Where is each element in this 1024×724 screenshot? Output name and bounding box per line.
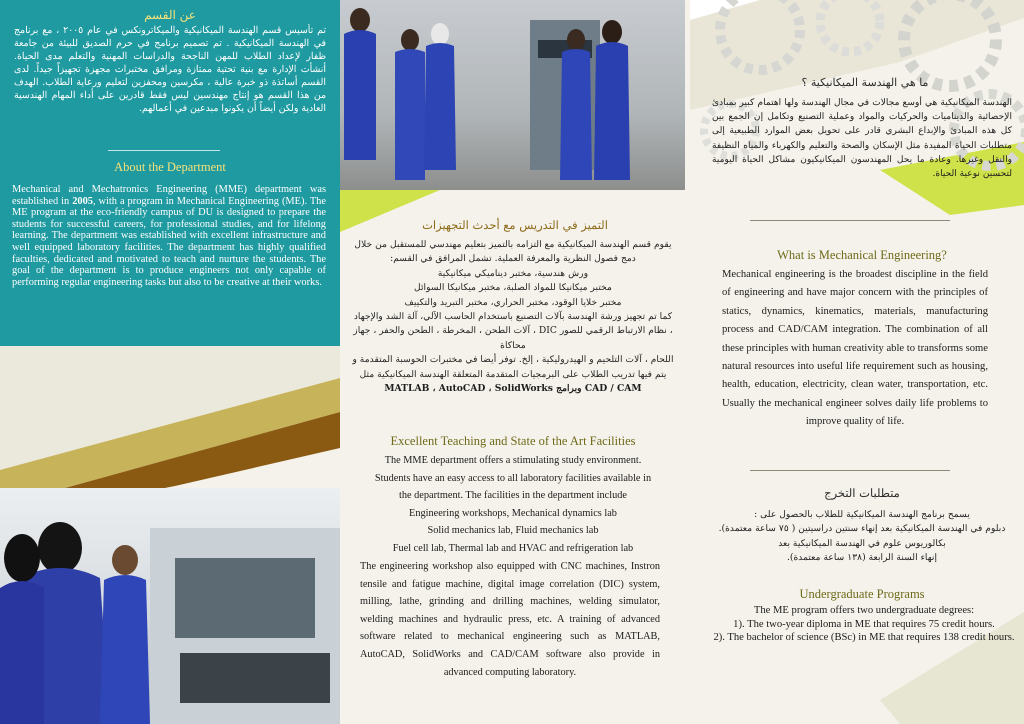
person-body-2 xyxy=(0,581,44,724)
student-head-2 xyxy=(401,29,419,51)
grad-ar-title: متطلبات التخرج xyxy=(824,486,900,500)
teaching-en-line: the department. The facilities in the department include xyxy=(399,490,627,501)
teaching-ar-line: دمج فصول النظرية والمعرفة العملية. تشمل المرافق في القسم: xyxy=(390,253,636,265)
about-ar-title: عن القسم xyxy=(144,8,196,22)
teaching-ar-line: كما تم تجهيز ورشة الهندسة بآلات التصنيع باستخدام الحاسب الآلي، آلة الشد والإجهاد xyxy=(353,311,673,323)
student-body-2 xyxy=(395,49,425,180)
what-ar-body: الهندسة الميكانيكية هي أوسع مجالات في مجال الهندسة ولها اهتمام كبير بمبادئ الإحصائية والديناميات والحركيات والمواد وعملية التصنيع وتكامل إن الجمع بين كل هذه المبادئ والإبداع البشري قادر على تحويل بعض الموارد الطبيعية إلى متطلبات الحياة المفيدة مثل الإسكان والصحة والتعليم والكهرباء والمياه النظيفة والنقل وغيرها. وعادة ما يحل المهندسون الميكانيكيون مشاكل الحياة اليومية لتحسين نوعية الحياة. xyxy=(712,98,1012,180)
what-en-title: What is Mechanical Engineering? xyxy=(777,248,947,262)
teaching-en-intro xyxy=(346,452,680,557)
about-en-text-2: , with a program in Mechanical Engineering (ME). The ME program at the eco-friendly campus of DU is designed to prepare the students for successful careers, for professional studies, and for lifelong learning. The department was established with excellent infrastructure and well equipped laboratory facilities. The department has highly qualified faculties, dedicated and motivated to teach and nurture the students. The goal of the department is to produce engineers not only capable of performing regular engineering tasks but also to be creative at their works. xyxy=(12,195,326,288)
student-head-5 xyxy=(602,20,622,44)
teaching-ar-line: يتم فيها تدريب الطلاب على البرمجيات المتقدمة المتعلقة الهندسة الميكانيكية مثل xyxy=(359,368,667,380)
programs-intro: The ME program offers two undergraduate degrees: xyxy=(753,605,975,616)
teaching-en-body: The engineering workshop also equipped with CNC machines, Instron tensile and fatigue machine, digital image correlation (DIC) system, milling, lathe, grinding and drilling machines, welding simulator, welding machines and hydraulic press, etc. A training of advanced software related to mechanical engineering such as MATLAB, AutoCAD, SolidWorks and CAD/CAM software also provide in advanced computing laboratory. xyxy=(360,561,660,678)
about-en-year: 2005 xyxy=(72,195,93,207)
gear-icon xyxy=(904,0,996,86)
person-body-3 xyxy=(100,575,150,724)
teaching-ar-line: CAD / CAM وبرامج MATLAB ، AutoCAD ، SolidWorks xyxy=(384,383,642,395)
grad-ar-line: بكالوريوس علوم في الهندسة الميكانيكية بعد xyxy=(778,537,946,549)
teaching-ar-line: مختبر ميكانيكا للمواد الصلبة، مختبر ميكانيكا السوائل xyxy=(414,282,612,294)
student-body-1 xyxy=(344,30,376,160)
what-en-body: Mechanical engineering is the broadest discipline in the field of engineering and have major concern with the principles of statics, dynamics, kinematics, materials, manufacturing process and CAD/CAM integration. The combination of all these principles with human creativity able to transforms some natural resources into useful life requirement such as housing, health, education, electricity, clean water, transportation, etc. Usually the mechanical engineer solves daily life problems to improve quality of life. xyxy=(722,269,988,428)
about-en-text-1: Mechanical and Mechatronics Engineering (MME) department was established in xyxy=(12,184,326,207)
teaching-en-line: Fuel cell lab, Thermal lab and HVAC and refrigeration lab xyxy=(392,542,634,554)
about-en-title: About the Department xyxy=(114,160,226,174)
lab-photo xyxy=(340,0,685,190)
right-divider-1 xyxy=(750,220,950,221)
lab-illustration xyxy=(340,0,685,190)
about-ar-body: تم تأسيس قسم الهندسة الميكانيكية والميكاترونكس في عام ٢٠٠٥ ، مع برنامج في الهندسة الميكانيكية . تم تصميم برنامج في حرم الصديق للبيئة من جامعة ظفار لإعداد الطلاب للمهن الناجحة والدراسات المهنية والتعلم مدى الحياة. أنشأت الإدارة مع بنية تحتية ممتازة ومرافق مختبرات مجهزة تجهيزاً جيداً. لدى القسم أساتذة ذو خبرة عالية ، مكرسين ومحفزين لتعليم ورعاية الطلاب. الهدف من هذا القسم هو إنتاج مهندسين ليس فقط قادرين على أداء المهام الهندسية العادية ولكن أيضاً أن يكونوا مبدعين في أعمالهم. xyxy=(14,25,326,114)
teaching-ar-line: ورش هندسية، مختبر ديناميكي ميكانيكية xyxy=(437,267,589,279)
grad-ar-line: دبلوم في الهندسة الميكانيكية بعد إنهاء سنتين دراسيتين ( ٧٥ ساعة معتمدة). xyxy=(718,523,1006,535)
person-head-1 xyxy=(38,522,82,574)
gear-icon xyxy=(820,0,880,52)
programs-item: 1). The two-year diploma in ME that requires 75 credit hours. xyxy=(733,618,995,630)
right-divider-2 xyxy=(750,470,950,471)
teaching-ar-body xyxy=(346,238,680,396)
teaching-en-line: Students have an easy access to all laboratory facilities available in xyxy=(374,472,652,484)
person-head-3 xyxy=(112,545,138,575)
workshop-illustration xyxy=(0,488,340,724)
workshop-photo xyxy=(0,488,340,724)
teaching-en-title: Excellent Teaching and State of the Art Facilities xyxy=(390,434,636,448)
programs-en-title: Undergraduate Programs xyxy=(799,587,925,601)
teaching-ar-line: اللحام ، آلات التلحيم و الهيدروليكية ، إلخ. توفر أيضا في مختبرات الحوسبة المتقدمة و xyxy=(352,354,674,366)
grad-ar-line: يسمح برنامج الهندسة الميكانيكية للطلاب بالحصول على : xyxy=(754,509,970,520)
machine-bed xyxy=(180,653,330,703)
gear-icon xyxy=(720,0,800,70)
teaching-en-line: Engineering workshops, Mechanical dynamics lab xyxy=(409,507,617,519)
grad-ar-body xyxy=(716,508,1008,566)
student-head-3 xyxy=(431,23,449,45)
student-body-5 xyxy=(594,42,630,180)
teaching-ar-line: ، نظام الارتباط الرقمي للصور DIC ، آلات الطحن ، المخرطة ، الطحن والحفر ، جهاز محاكاة xyxy=(353,325,673,351)
teaching-ar-title: التميز في التدريس مع أحدث التجهيزات xyxy=(422,218,608,232)
teaching-ar-line: يقوم قسم الهندسة الميكانيكية مع التزامه بالتميز بتعليم مهندسي للمستقبل من خلال xyxy=(354,239,672,250)
student-head-4 xyxy=(567,29,585,51)
student-body-3 xyxy=(424,43,456,170)
teaching-en-line: Solid mechanics lab, Fluid mechanics lab xyxy=(427,525,599,536)
teaching-en-line: The MME department offers a stimulating study environment. xyxy=(384,455,642,466)
student-body-4 xyxy=(560,49,592,180)
student-head-1 xyxy=(350,8,370,32)
machine-panel xyxy=(175,558,315,638)
person-head-2 xyxy=(4,534,40,582)
grad-ar-line: إنهاء السنة الرابعة (١٣٨ ساعة معتمدة). xyxy=(786,552,938,564)
programs-en-body xyxy=(712,604,1016,645)
what-ar-title: ما هي الهندسة الميكانيكية ؟ xyxy=(801,76,929,89)
teaching-ar-line: مختبر خلايا الوقود، مختبر الحراري، مختبر التبريد والتكييف xyxy=(404,296,622,308)
programs-item: 2). The bachelor of science (BSc) in ME that requires 138 credit hours. xyxy=(713,632,1015,644)
